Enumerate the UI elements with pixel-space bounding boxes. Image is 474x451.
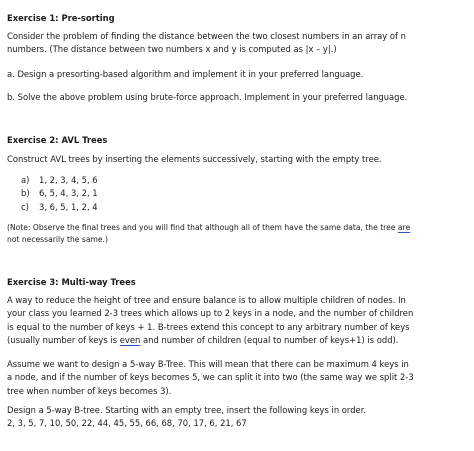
exercise-1-title: Exercise 1: Pre-sorting — [7, 13, 115, 23]
exercise-3-p2-line-1: Assume we want to design a 5-way B-Tree. This will mean that there can be maximum 4 keys in — [7, 359, 409, 369]
list-item-marker: c) — [21, 201, 29, 212]
list-item-marker: b) — [21, 188, 30, 199]
exercise-2-note-line-2: not necessarily the same.) — [7, 235, 108, 245]
exercise-2-note — [7, 222, 463, 247]
exercise-3-paragraph-3 — [7, 404, 463, 431]
list-item — [21, 174, 98, 187]
list-item-marker: a) — [21, 175, 30, 185]
exercise-3-p2-line-3: tree when number of keys becomes 3). — [7, 385, 172, 396]
exercise-3-p1-line-4 — [7, 334, 463, 347]
list-item-values: 1, 2, 3, 4, 5, 6 — [39, 175, 98, 185]
exercise-3-paragraph-2 — [7, 358, 463, 398]
exercise-1-intro — [7, 30, 463, 57]
exercise-2-note-underlined-word: are — [397, 223, 411, 232]
list-item-values: 6, 5, 4, 3, 2, 1 — [39, 188, 98, 199]
exercise-2-note-line-1 — [7, 222, 463, 234]
exercise-3-p1-line-2: your class you learned 2-3 trees which allows up to 2 keys in a node, and the number of children — [7, 308, 414, 319]
exercise-2-intro: Construct AVL trees by inserting the elements successively, starting with the empty tree. — [7, 154, 382, 164]
exercise-2-sequence-list — [21, 174, 98, 214]
exercise-3-key-sequence: 2, 3, 5, 7, 10, 50, 22, 44, 45, 55, 66, 68, 70, 17, 6, 21, 67 — [7, 418, 247, 429]
exercise-3-paragraph-1 — [7, 294, 463, 347]
exercise-1-intro-line-2: numbers. (The distance between two numbers x and y is computed as |x – y|.) — [7, 44, 337, 55]
exercise-3-title: Exercise 3: Multi-way Trees — [7, 277, 136, 287]
exercise-1-part-a: a. Design a presorting-based algorithm and implement it in your preferred language. — [7, 69, 364, 79]
exercise-3-p1-line-4-end: and number of children (equal to number of keys+1) is odd). — [140, 334, 399, 345]
exercise-2-note-text: (Note: Observe the final trees and you will find that although all of them have the same data, the tree — [7, 223, 398, 232]
exercise-1-intro-line-1: Consider the problem of finding the distance between the two closest numbers in an array of n — [7, 31, 406, 41]
exercise-2-title: Exercise 2: AVL Trees — [7, 135, 108, 145]
exercise-3-p3-line-1: Design a 5-way B-tree. Starting with an empty tree, insert the following keys in order. — [7, 405, 367, 415]
exercise-3-p1-line-4-start: (usually number of keys is — [7, 334, 120, 345]
exercise-1-part-b: b. Solve the above problem using brute-force approach. Implement in your preferred language. — [7, 92, 408, 102]
exercise-3-underlined-word: even — [119, 334, 141, 345]
list-item — [21, 187, 98, 200]
exercise-3-p1-line-1: A way to reduce the height of tree and ensure balance is to allow multiple children of nodes. In — [7, 295, 406, 305]
list-item-values: 3, 6, 5, 1, 2, 4 — [39, 201, 98, 212]
exercise-3-p2-line-2: a node, and if the number of keys becomes 5, we can split it into two (the same way we split 2-3 — [7, 372, 414, 383]
list-item — [21, 201, 98, 214]
exercise-3-p1-line-3: is equal to the number of keys + 1. B-trees extend this concept to any arbitrary number of keys — [7, 321, 410, 332]
